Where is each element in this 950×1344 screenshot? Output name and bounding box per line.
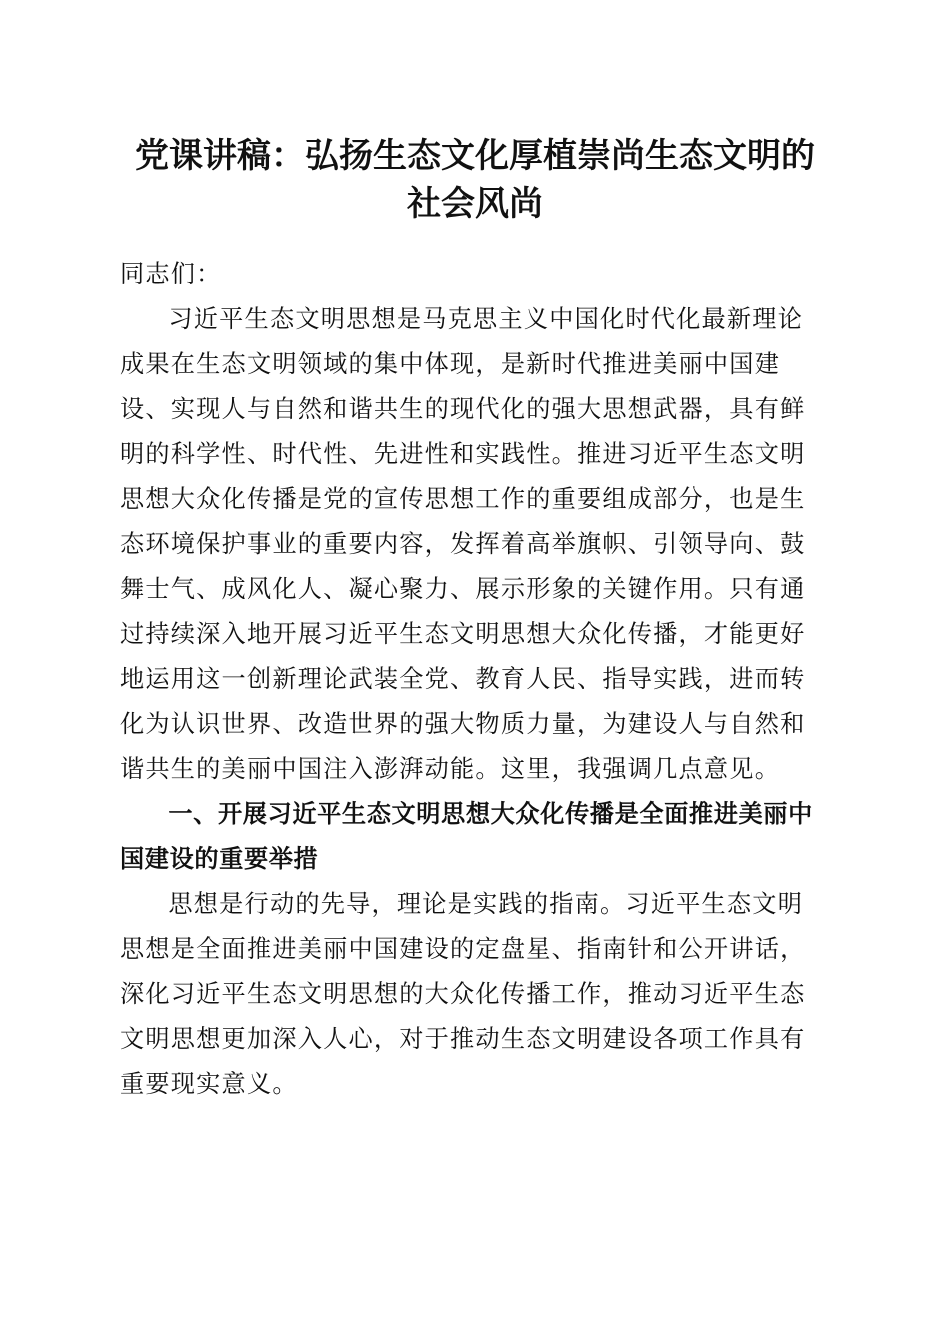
paragraph-intro: 习近平生态文明思想是马克思主义中国化时代化最新理论成果在生态文明领域的集中体现，是新时代推进美丽中国建设、实现人与自然和谐共生的现代化的强大思想武器，具有鲜明的科学性、时代性、先进性和实践性。推进习近平生态文明思想大众化传播是党的宣传思想工作的重要组成部分，也是生态环境保护事业的重要内容，发挥着高举旗帜、引领导向、鼓舞士气、成风化人、凝心聚力、展示形象的关键作用。只有通过持续深入地开展习近平生态文明思想大众化传播，才能更好地运用这一创新理论武装全党、教育人民、指导实践，进而转化为认识世界、改造世界的强大物质力量，为建设人与自然和谐共生的美丽中国注入澎湃动能。这里，我强调几点意见。: [120, 305, 806, 783]
paragraph-section-1: 思想是行动的先导，理论是实践的指南。习近平生态文明思想是全面推进美丽中国建设的定盘星、指南针和公开讲话，深化习近平生态文明思想的大众化传播工作，推动习近平生态文明思想更加深入人心，对于推动生态文明建设各项工作具有重要现实意义。: [120, 890, 806, 1098]
page-title: [118, 132, 832, 228]
greeting: 同志们：: [120, 260, 222, 288]
title-line-2: 社会风尚: [407, 184, 543, 224]
document-body: [120, 252, 824, 1107]
title-line-1: 党课讲稿：弘扬生态文化厚植崇尚生态文明的: [135, 136, 815, 176]
section-heading-1: 一、开展习近平生态文明思想大众化传播是全面推进美丽中国建设的重要举措: [120, 800, 813, 873]
